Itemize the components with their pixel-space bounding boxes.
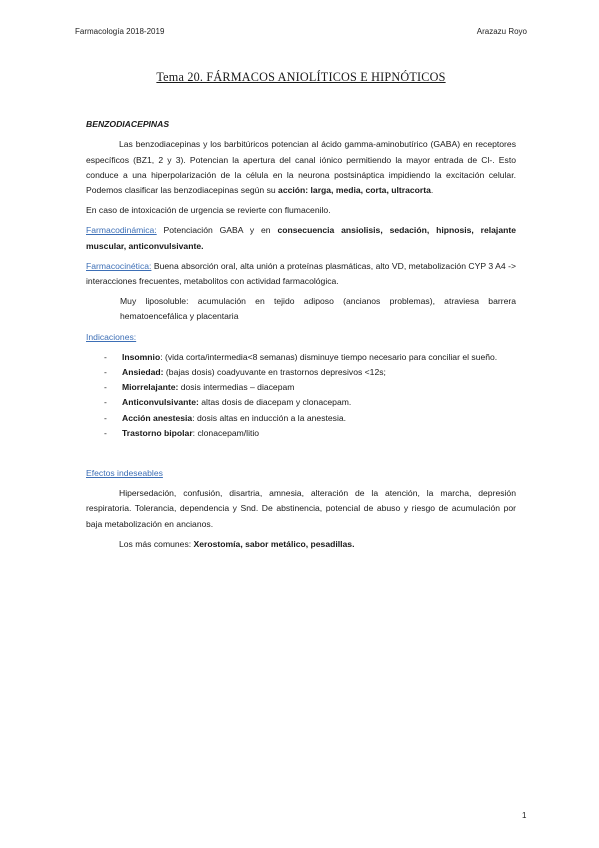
indication-desc: altas dosis de diacepam y clonacepam. — [198, 397, 352, 408]
pharmacodynamics-paragraph — [86, 223, 516, 253]
list-item — [86, 426, 516, 441]
indications-link[interactable]: Indicaciones: — [86, 331, 137, 342]
pharmacodynamics-link[interactable]: Farmacodinámica: — [86, 225, 157, 236]
spacer — [86, 441, 516, 466]
indication-term: Insomnio — [122, 351, 161, 362]
common-effects-paragraph — [86, 537, 516, 552]
pharmacokinetics-link[interactable]: Farmacocinética: — [86, 260, 152, 271]
bullet-dash: - — [104, 412, 107, 423]
pharmacodynamics-bold: consecuencia ansiolisis, sedación, hipnosis, relajante muscular, anticonvulsivante. — [86, 225, 516, 251]
indication-desc: : clonacepam/litio — [192, 427, 260, 438]
intro-end: . — [430, 185, 434, 196]
list-item — [86, 350, 516, 365]
list-item — [86, 380, 516, 395]
list-item — [86, 411, 516, 426]
intro-text: Las benzodiacepinas y los barbitúricos potencian al ácido gamma-aminobutírico (GABA) en receptores específicos (BZ1, 2 y 3). Potencian la apertura del canal iónico permitiendo la mayor entrada de Cl-. Esto conduce a una hiperpolarización de la célula en la neurona postsináptica impidiendo la excitación celular. Podemos clasificar las benzodiacepinas según su — [86, 139, 516, 196]
indication-term: Trastorno bipolar — [122, 427, 193, 438]
bullet-dash: - — [104, 351, 107, 362]
indication-term: Acción anestesia — [122, 412, 193, 423]
intro-bold: acción: larga, media, corta, ultracorta — [278, 185, 431, 196]
bullet-dash: - — [104, 367, 107, 378]
header-left: Farmacología 2018-2019 — [75, 27, 165, 36]
bullet-dash: - — [104, 427, 107, 438]
side-effects-paragraph: Hipersedación, confusión, disartria, amnesia, alteración de la atención, la marcha, depresión respiratoria. Tolerancia, dependencia y Snd. De abstinencia, potencial de abuso y riesgo de acumulación por baja metabolización en ancianos. — [86, 488, 516, 529]
intro-paragraph — [86, 137, 516, 198]
common-text: Los más comunes: — [119, 538, 194, 549]
page-number: 1 — [522, 811, 527, 820]
list-item — [86, 395, 516, 410]
section-heading: BENZODIACEPINAS — [86, 119, 170, 130]
page-title-text: Tema 20. FÁRMACOS ANIOLÍTICOS E HIPNÓTICOS — [156, 70, 446, 84]
indication-desc: : (vida corta/intermedia<8 semanas) disminuye tiempo necesario para conciliar el sueño. — [160, 351, 498, 362]
indication-desc: (bajas dosis) coadyuvante en trastornos depresivos <12s; — [163, 367, 386, 378]
document-body — [86, 70, 516, 557]
indication-term: Ansiedad: — [122, 367, 164, 378]
side-effects-link[interactable]: Efectos indeseables — [86, 468, 163, 479]
common-bold: Xerostomía, sabor metálico, pesadillas. — [193, 538, 355, 549]
indications-heading — [86, 330, 516, 345]
indications-list — [86, 350, 516, 441]
side-effects-heading — [86, 466, 516, 481]
indication-term: Miorrelajante: — [122, 382, 179, 393]
bullet-dash: - — [104, 397, 107, 408]
header-right: Arazazu Royo — [476, 27, 527, 36]
liposoluble-paragraph: Muy liposoluble: acumulación en tejido adiposo (ancianos problemas), atraviesa barrera hematoencefálica y placentaria — [120, 296, 516, 322]
pharmacodynamics-text: Potenciación GABA y en — [156, 225, 278, 236]
intoxication-paragraph: En caso de intoxicación de urgencia se revierte con flumacenilo. — [86, 205, 331, 216]
list-item — [86, 365, 516, 380]
indication-desc: : dosis altas en inducción a la anestesia. — [192, 412, 347, 423]
indication-desc: dosis intermedias – diacepam — [178, 382, 295, 393]
indication-term: Anticonvulsivante: — [122, 397, 199, 408]
pharmacokinetics-text: Buena absorción oral, alta unión a proteínas plasmáticas, alto VD, metabolización CYP 3 A4 -> interacciones frecuentes, metabolitos con actividad farmacológica. — [86, 260, 516, 287]
bullet-dash: - — [104, 382, 107, 393]
pharmacokinetics-paragraph — [86, 259, 516, 289]
page-title — [86, 70, 516, 85]
